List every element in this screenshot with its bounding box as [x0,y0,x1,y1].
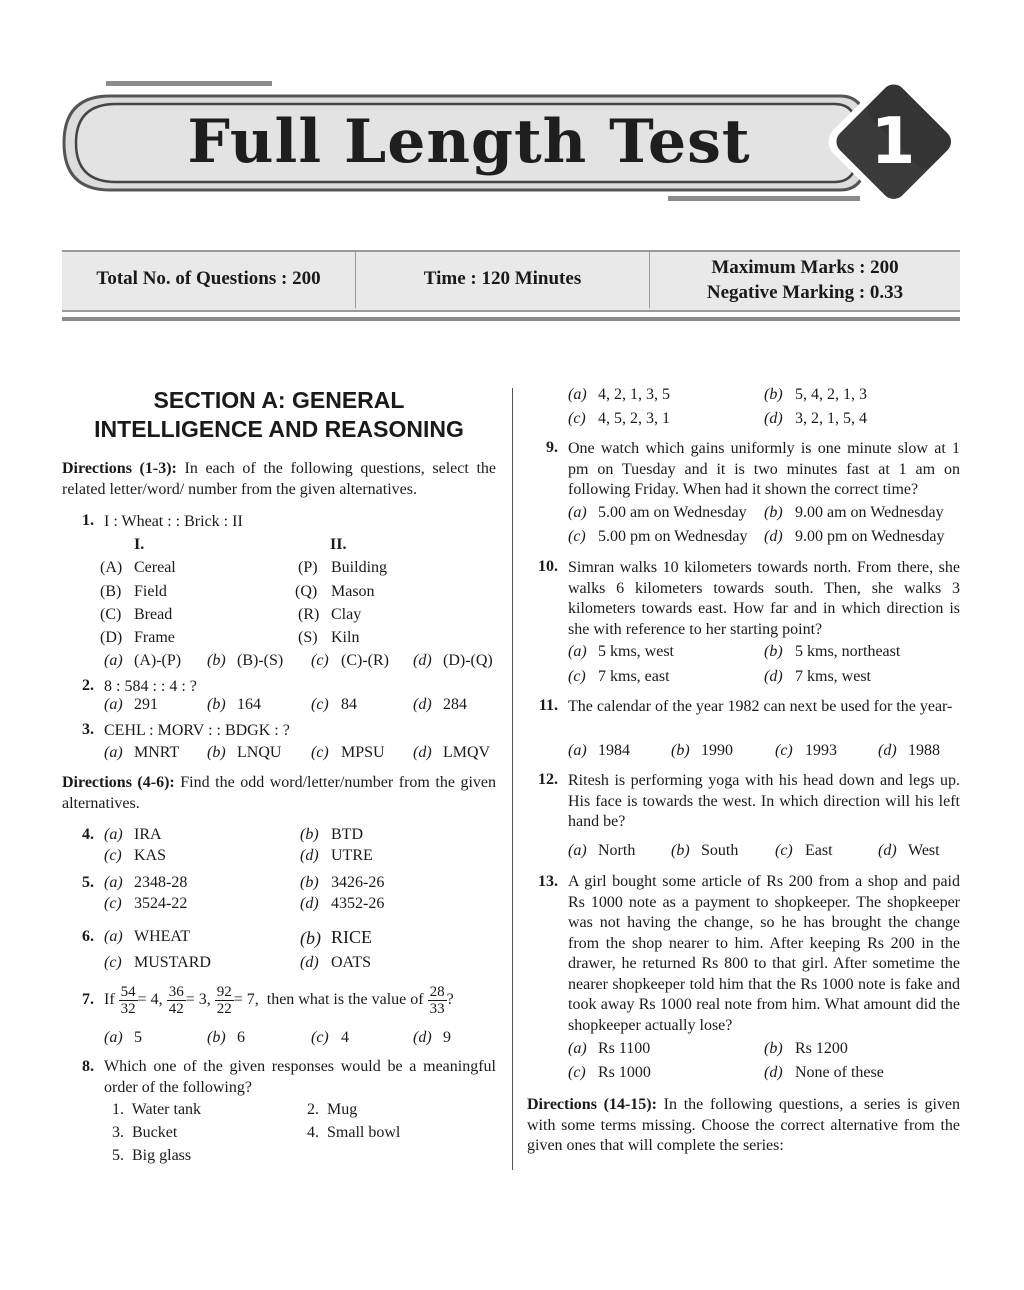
option-label: (d) [878,742,897,759]
option-text: (C)-(R) [341,652,389,669]
option-label: (b) [764,643,783,660]
question-number: 9. [546,439,558,456]
option-text: 1988 [908,742,940,759]
option-text: South [701,842,739,859]
option-label: (b) [300,928,321,948]
list-value: Cereal [134,559,176,576]
question-stem: Simran walks 10 kilometers towards north. From there, she walks 6 kilometers towards south. Then, she walks 3 kilometers towards east. How far and in which direction is she with reference to her starting point? [568,559,960,638]
option-label: (b) [207,696,226,713]
list-value: Mason [331,583,375,600]
directions-14-15 [527,1095,960,1157]
option-text: 84 [341,696,357,713]
option-label: (a) [104,696,123,713]
list-value: Building [331,559,388,576]
option-label: (c) [311,652,329,669]
option-label: (c) [311,1029,329,1046]
total-questions: Total No. of Questions : 200 [96,268,321,289]
option-label: (d) [413,1029,432,1046]
question-number: 1. [82,512,94,529]
directions-1-3 [62,459,496,500]
fraction [428,984,447,1017]
equation-part: ? [446,991,454,1008]
question-number: 2. [82,677,94,694]
column-header-ii: II. [330,536,347,553]
option-text: 1984 [598,742,630,759]
list-label: (R) [298,606,320,623]
option-text: 4352-26 [331,895,385,912]
option-text: North [598,842,636,859]
question-number: 4. [82,826,94,843]
option-text: MNRT [134,744,180,761]
option-label: (d) [413,744,432,761]
numerator: 54 [120,983,136,1000]
list-value: Kiln [331,629,360,646]
fraction [119,984,138,1017]
question-number: 12. [538,771,558,788]
option-label: (a) [568,386,587,403]
option-text: 5 kms, west [598,643,674,660]
option-text: MPSU [341,744,385,761]
question-number: 13. [538,873,558,890]
option-text: 5 [134,1029,142,1046]
question-stem: One watch which gains uniformly is one minute slow at 1 pm on Tuesday and it is two minutes fast at 1 am on following Friday. When had it shown the correct time? [568,440,960,498]
list-label: (B) [100,583,122,600]
question-number: 8. [82,1058,94,1075]
option-text: West [908,842,940,859]
option-text: 2348-28 [134,874,188,891]
question-number: 7. [82,991,94,1008]
option-text: Rs 1100 [598,1040,651,1057]
option-label: (c) [568,668,586,685]
option-label: (c) [311,744,329,761]
directions-4-6 [62,773,496,814]
option-label: (c) [775,842,793,859]
option-label: (a) [568,742,587,759]
numerator: 92 [216,983,232,1000]
option-label: (d) [764,668,783,685]
question-stem: I : Wheat : : Brick : II [104,513,243,530]
directions-text: Find the odd word/letter/number from the given alternatives. [62,774,496,812]
list-label: (D) [100,629,123,646]
option-text: 4, 5, 2, 3, 1 [598,410,670,427]
option-text: Rs 1000 [598,1064,651,1081]
option-text: 1990 [701,742,733,759]
option-label: (c) [568,1064,586,1081]
denominator: 33 [429,1000,445,1017]
option-label: (c) [568,410,586,427]
list-item: 1. Water tank [112,1101,202,1118]
option-text: 9.00 am on Wednesday [795,504,944,521]
directions-text: In the following questions, a series is given with some terms missing. Choose the correct alternative from the given ones that will complete the series: [527,1096,960,1154]
section-title-line1: SECTION A: GENERAL [153,387,405,413]
option-text: 1993 [805,742,837,759]
equation-part: = 7, [233,991,259,1008]
directions-label: Directions (14-15): [527,1096,657,1113]
list-item: 5. Big glass [112,1147,192,1164]
question-equation [104,980,454,1020]
list-label: (P) [298,559,318,576]
option-text: (D)-(Q) [443,652,493,669]
option-text: Rs 1200 [795,1040,848,1057]
numerator: 28 [429,983,445,1000]
option-text: OATS [331,954,372,971]
option-text: 3426-26 [331,874,385,891]
option-label: (d) [764,410,783,427]
option-label: (b) [671,742,690,759]
option-label: (b) [764,504,783,521]
section-title-line2: INTELLIGENCE AND REASONING [94,416,464,442]
option-label: (a) [104,652,123,669]
denominator: 22 [216,1000,232,1017]
equation-part: = 4, [137,991,163,1008]
list-value: Bread [134,606,173,623]
option-text: 7 kms, east [598,668,670,685]
option-text: 5, 4, 2, 1, 3 [795,386,867,403]
option-label: (c) [568,528,586,545]
option-label: (d) [300,847,319,864]
question-stem: 8 : 584 : : 4 : ? [104,678,197,695]
question-stem: Which one of the given responses would be a meaningful order of the following? [104,1058,496,1096]
list-label: (C) [100,606,122,623]
option-label: (a) [104,928,123,945]
list-label: (Q) [295,583,318,600]
option-label: (d) [413,652,432,669]
option-label: (a) [568,842,587,859]
list-value: Field [134,583,167,600]
option-label: (b) [764,1040,783,1057]
option-text: MUSTARD [134,954,211,971]
question-stem: CEHL : MORV : : BDGK : ? [104,722,290,739]
question-number: 3. [82,721,94,738]
denominator: 32 [120,1000,136,1017]
equation-part: = 3, [185,991,211,1008]
info-bar-underline [62,317,960,321]
option-label: (b) [671,842,690,859]
option-label: (b) [207,652,226,669]
question-number: 5. [82,874,94,891]
option-text: None of these [795,1064,884,1081]
option-label: (b) [300,826,319,843]
option-text: 291 [134,696,158,713]
time-limit: Time : 120 Minutes [423,268,582,289]
list-item: 4. Small bowl [307,1124,401,1141]
option-label: (d) [300,895,319,912]
option-text: 5.00 pm on Wednesday [598,528,748,545]
list-item: 3. Bucket [112,1124,178,1141]
option-label: (b) [300,874,319,891]
option-text: 4, 2, 1, 3, 5 [598,386,670,403]
question-number: 6. [82,928,94,945]
option-text: (B)-(S) [237,652,284,669]
question-stem: A girl bought some article of Rs 200 from a shop and paid Rs 1000 note as a payment to shopkeeper. The shopkeeper was not having the change, so he has brought the change from the shop nearer to him. After keeping Rs 200 in the drawer, he returned Rs 800 to that girl. After sometime the nearer shopkeeper told him that the Rs 1000 note is fake and took away Rs 1000 real note from him. What amount did the shopkeeper actually lose? [568,873,960,1034]
section-title [62,386,496,444]
option-text: UTRE [331,847,373,864]
option-label: (a) [568,504,587,521]
option-text: LNQU [237,744,282,761]
option-text: 9.00 pm on Wednesday [795,528,945,545]
option-text: (A)-(P) [134,652,182,669]
column-header-i: I. [134,536,145,553]
option-label: (a) [104,744,123,761]
equation-if: If [104,991,115,1008]
option-text: 5 kms, northeast [795,643,901,660]
directions-text: In each of the following questions, select the related letter/word/ number from the given alternatives. [62,460,496,498]
denominator: 42 [168,1000,184,1017]
directions-label: Directions (4-6): [62,774,175,791]
option-text: IRA [134,826,162,843]
list-label: (A) [100,559,123,576]
fraction [167,984,186,1017]
option-label: (b) [207,744,226,761]
maximum-marks: Maximum Marks : 200 [711,257,899,278]
option-label: (a) [104,1029,123,1046]
option-text: WHEAT [134,928,190,945]
list-item: 2. Mug [307,1101,358,1118]
fraction [215,984,234,1017]
option-label: (c) [775,742,793,759]
option-text: RICE [331,927,373,947]
option-text: 9 [443,1029,451,1046]
option-text: 3524-22 [134,895,188,912]
option-label: (c) [104,954,122,971]
option-text: 3, 2, 1, 5, 4 [795,410,867,427]
option-label: (d) [764,528,783,545]
option-text: 164 [237,696,261,713]
question-stem: The calendar of the year 1982 can next be used for the year- [568,698,953,715]
option-text: 7 kms, west [795,668,871,685]
option-text: East [805,842,833,859]
question-stem: Ritesh is performing yoga with his head down and legs up. His face is towards the west. In which direction will his left hand be? [568,772,960,830]
option-text: 284 [443,696,467,713]
list-value: Clay [331,606,362,623]
option-label: (d) [300,954,319,971]
option-label: (b) [207,1029,226,1046]
equation-text: then what is the value of [266,991,424,1008]
option-label: (a) [568,643,587,660]
option-text: 5.00 am on Wednesday [598,504,747,521]
list-label: (S) [298,629,318,646]
option-label: (c) [311,696,329,713]
option-label: (c) [104,895,122,912]
option-label: (d) [764,1064,783,1081]
option-text: 6 [237,1029,245,1046]
option-text: LMQV [443,744,491,761]
page-title: Full Length Test [187,107,751,177]
option-label: (c) [104,847,122,864]
question-number: 11. [538,697,558,714]
option-label: (b) [764,386,783,403]
option-label: (a) [568,1040,587,1057]
test-number: 1 [870,105,916,179]
option-text: BTD [331,826,363,843]
option-text: KAS [134,847,167,864]
option-label: (a) [104,826,123,843]
option-text: 4 [341,1029,349,1046]
option-label: (a) [104,874,123,891]
negative-marking: Negative Marking : 0.33 [706,282,904,303]
question-number: 10. [538,558,558,575]
list-value: Frame [134,629,175,646]
option-label: (d) [413,696,432,713]
numerator: 36 [168,983,184,1000]
column-divider [512,388,513,1170]
directions-label: Directions (1-3): [62,460,177,477]
option-label: (d) [878,842,897,859]
